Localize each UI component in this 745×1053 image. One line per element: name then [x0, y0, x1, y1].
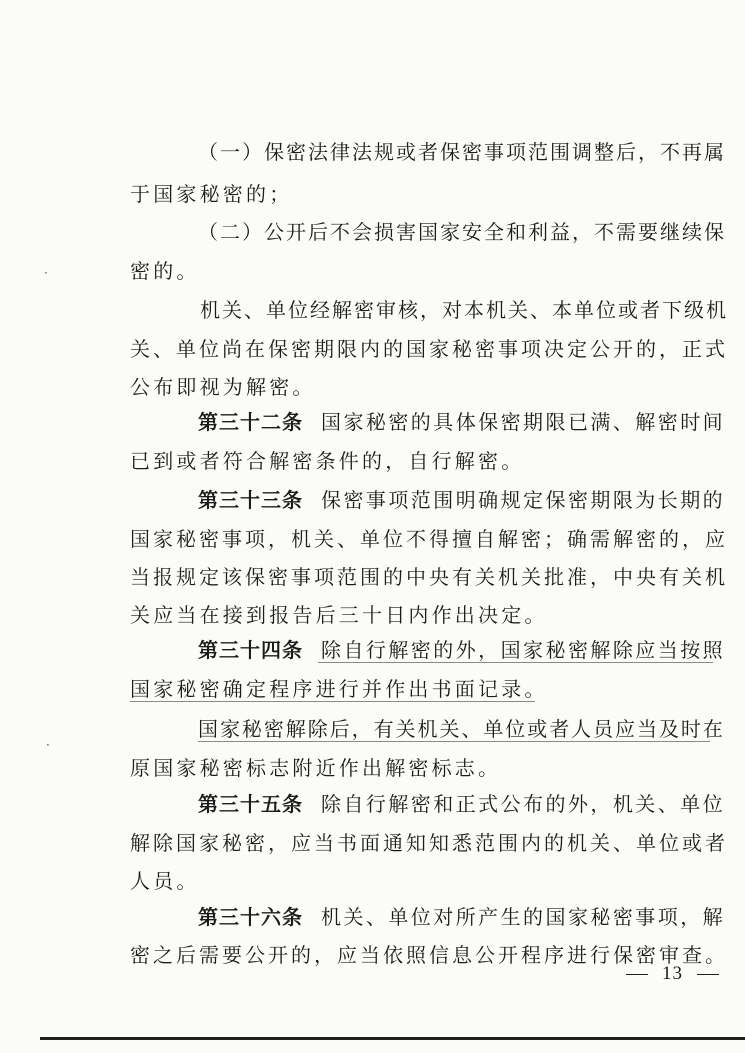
article-34 — [198, 636, 725, 664]
text-line: 密之后需要公开的，应当依照信息公开程序进行保密审查。 — [130, 943, 728, 967]
text-line: 已到或者符合解密条件的，自行解密。 — [130, 449, 525, 473]
text-line: 人员。 — [130, 869, 200, 893]
article-36 — [198, 903, 725, 931]
scan-mark: · — [44, 266, 48, 280]
text-line: 解除国家秘密，应当书面通知知悉范围内的机关、单位或者 — [130, 831, 728, 855]
dash-icon — [626, 974, 648, 976]
text-line: 机关、单位经解密审核，对本机关、本单位或者下级机 — [200, 298, 728, 322]
text-line: 国家秘密确定程序进行并作出书面记录。 — [130, 677, 548, 701]
article-text: 除自行解密和正式公布的外，机关、单位 — [321, 792, 726, 816]
scan-mark: · — [46, 738, 50, 752]
text-line: （一）保密法律法规或者保密事项范围调整后，不再属 — [198, 140, 726, 164]
text-line: （二）公开后不会损害国家安全和利益，不需要继续保 — [198, 220, 726, 244]
article-35 — [198, 790, 725, 818]
article-heading: 第三十五条 — [198, 792, 303, 816]
pencil-underline — [198, 741, 710, 742]
text-line: 密的。 — [130, 259, 200, 283]
text-line: 国家秘密事项，机关、单位不得擅自解密；确需解密的，应 — [130, 527, 728, 551]
article-33 — [198, 486, 725, 514]
dash-icon — [697, 974, 719, 976]
text-line: 原国家秘密标志附近作出解密标志。 — [130, 756, 502, 780]
text-line: 公布即视为解密。 — [130, 375, 316, 399]
text-line: 当报规定该保密事项范围的中央有关机关批准，中央有关机 — [130, 565, 728, 589]
pencil-underline — [318, 662, 713, 663]
page-number — [612, 963, 733, 985]
bottom-border — [40, 1037, 745, 1040]
article-text: 机关、单位对所产生的国家秘密事项，解 — [321, 905, 726, 929]
article-heading: 第三十六条 — [198, 905, 303, 929]
text-line: 关、单位尚在保密期限内的国家秘密事项决定公开的，正式 — [130, 337, 728, 361]
pencil-underline — [130, 701, 535, 702]
article-heading: 第三十二条 — [198, 410, 303, 434]
article-text: 保密事项范围明确规定保密期限为长期的 — [321, 488, 726, 512]
article-text: 国家秘密的具体保密期限已满、解密时间 — [321, 410, 726, 434]
text-line: 国家秘密解除后，有关机关、单位或者人员应当及时在 — [198, 717, 725, 741]
text-line: 关应当在接到报告后三十日内作出决定。 — [130, 603, 548, 627]
article-text: 除自行解密的外，国家秘密解除应当按照 — [321, 638, 726, 662]
text-line: 于国家秘密的； — [130, 182, 293, 206]
page-number-value: 13 — [662, 963, 683, 984]
article-heading: 第三十三条 — [198, 488, 303, 512]
article-32 — [198, 408, 725, 436]
article-heading: 第三十四条 — [198, 638, 303, 662]
